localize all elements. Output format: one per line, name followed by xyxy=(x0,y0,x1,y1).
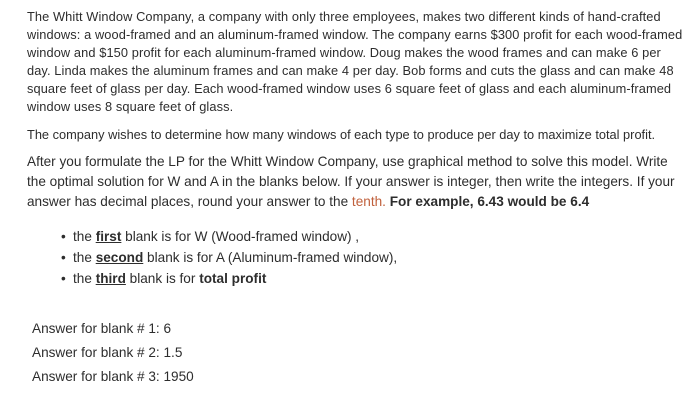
answer-label: Answer for blank # 1: xyxy=(32,321,160,336)
blank-text-pre: the xyxy=(73,229,96,244)
answer-value[interactable]: 1.5 xyxy=(163,345,183,360)
answer-label: Answer for blank # 2: xyxy=(32,345,160,360)
answer-list xyxy=(32,317,688,389)
answer-value[interactable]: 6 xyxy=(163,321,172,336)
answer-label: Answer for blank # 3: xyxy=(32,369,160,384)
blank-text-pre: the xyxy=(73,271,96,286)
blank-text-post: blank is for A (Aluminum-framed window), xyxy=(143,250,398,265)
problem-statement: The Whitt Window Company, a company with only three employees, makes two different kinds of hand-crafted windows: a wood-framed and an aluminum-framed window. The company earns $300 profit for each wood-framed window and $150 profit for each aluminum-framed window. Doug makes the wood frames and can make 6 per day. Linda makes the aluminum frames and can make 4 per day. Bob forms and cuts the glass and can make 48 square feet of glass per day. Each wood-framed window uses 6 square feet of glass and each aluminum-framed window uses 8 square feet of glass. xyxy=(27,9,683,114)
answer-row-1 xyxy=(32,317,688,341)
instructions xyxy=(27,152,688,212)
problem-question: The company wishes to determine how many windows of each type to produce per day to maximize total profit. xyxy=(27,127,656,142)
instructions-text: After you formulate the LP for the Whitt Window Company, use graphical method to solve this model. Write the optimal solution for W and A in the blanks below. If your answer is integer, then write the integers. If your answer has decimal places, round your answer to the xyxy=(27,154,675,209)
answer-row-2 xyxy=(32,341,688,365)
blank-ordinal: third xyxy=(95,271,126,286)
list-item xyxy=(61,226,688,247)
answer-row-3 xyxy=(32,365,688,389)
list-item xyxy=(61,268,688,289)
blank-strong: total profit xyxy=(199,271,267,286)
rounding-example: For example, 6.43 would be 6.4 xyxy=(385,194,590,209)
blank-text-pre: the xyxy=(73,250,96,265)
tenth-link[interactable]: tenth. xyxy=(351,194,386,209)
blank-text-post: blank is for xyxy=(125,271,200,286)
list-item xyxy=(61,247,688,268)
blank-text-post: blank is for W (Wood-framed window) , xyxy=(121,229,360,244)
blank-ordinal: first xyxy=(95,229,122,244)
blank-list xyxy=(27,226,688,289)
blank-ordinal: second xyxy=(95,250,144,265)
answer-value[interactable]: 1950 xyxy=(163,369,194,384)
